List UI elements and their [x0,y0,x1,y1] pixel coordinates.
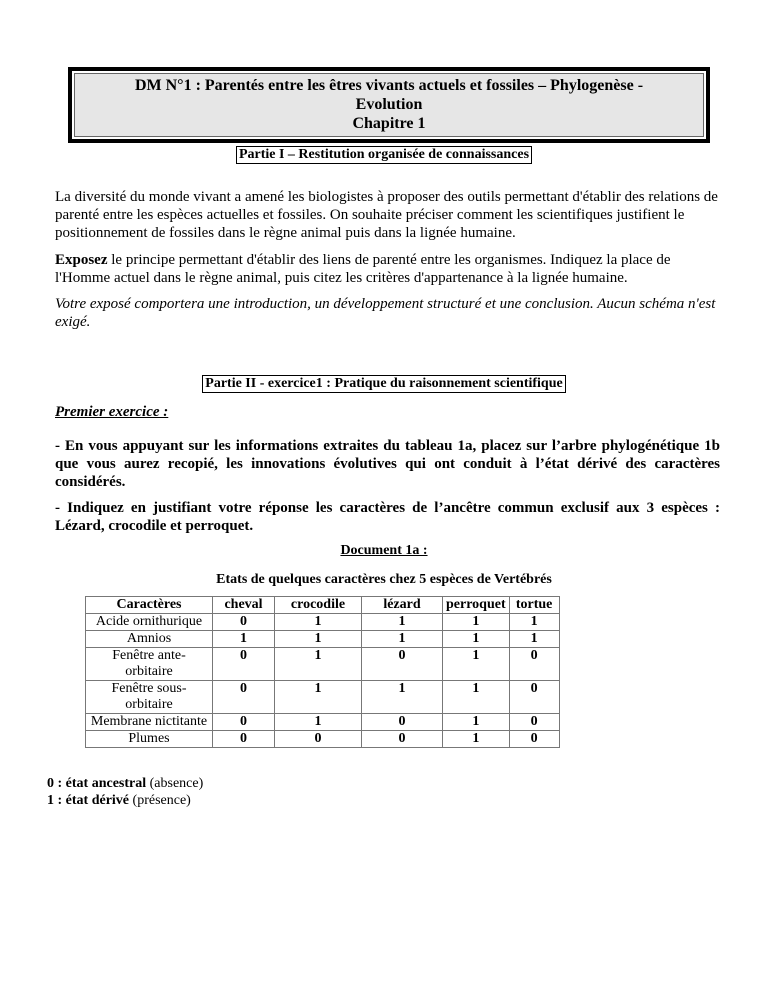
cell-value: 0 [509,731,559,748]
character-name: Membrane nictitante [86,714,213,731]
question-2: - Indiquez en justifiant votre réponse les caractères de l’ancêtre commun exclusif aux 3 espèces : Lézard, crocodile et perroquet. [55,500,720,534]
cell-value: 0 [213,714,275,731]
cell-value: 0 [213,731,275,748]
cell-value: 0 [509,681,559,714]
table-row [86,648,560,681]
cell-value: 1 [213,631,275,648]
cell-value: 1 [362,631,443,648]
task-text: le principe permettant d'établir des liens de parenté entre les organismes. Indiquez la place de l'Homme actuel dans le règne animal, puis citez les critères d'appartenance à la lignée humaine. [55,252,671,286]
cell-value: 1 [275,614,362,631]
cell-value: 1 [443,614,510,631]
table-caption: Etats de quelques caractères chez 5 espèces de Vertébrés [216,572,552,587]
table-row [86,714,560,731]
column-header: lézard [362,597,443,614]
cell-value: 1 [443,731,510,748]
table-row [86,631,560,648]
legend-item: 0 : état ancestral (absence) [47,776,204,791]
title-line: Chapitre 1 [352,115,426,132]
legend [47,775,712,809]
part1-task [55,251,720,287]
cell-value: 1 [362,614,443,631]
column-header: tortue [509,597,559,614]
part2-heading: Partie II - exercice1 : Pratique du raisonnement scientifique [202,375,565,393]
cell-value: 1 [443,648,510,681]
cell-value: 0 [509,648,559,681]
cell-value: 0 [213,614,275,631]
task-verb: Exposez [55,252,108,268]
cell-value: 1 [275,631,362,648]
part1-note: Votre exposé comportera une introduction, un développement structuré et une conclusion. Aucun schéma n'est exigé. [55,296,716,330]
cell-value: 0 [213,681,275,714]
cell-value: 1 [443,714,510,731]
column-header: Caractères [86,597,213,614]
character-name: Amnios [86,631,213,648]
cell-value: 1 [362,681,443,714]
character-name: Plumes [86,731,213,748]
document-title: Document 1a : [340,543,428,558]
title-box [68,67,710,143]
part2-subheading: Premier exercice : [55,404,169,420]
column-header: perroquet [443,597,510,614]
character-name: Acide ornithurique [86,614,213,631]
table-row [86,614,560,631]
title-line: DM N°1 : Parentés entre les êtres vivants actuels et fossiles – Phylogenèse - [134,77,644,94]
cell-value: 0 [362,714,443,731]
cell-value: 0 [275,731,362,748]
column-header: cheval [213,597,275,614]
question-1: - En vous appuyant sur les informations extraites du tableau 1a, placez sur l’arbre phylogénétique 1b que vous aurez recopié, les innovations évolutives qui ont conduit à l’état dérivé des caractères considérés. [55,438,720,490]
part1-heading: Partie I – Restitution organisée de connaissances [236,146,532,164]
column-header: crocodile [275,597,362,614]
cell-value: 1 [509,614,559,631]
title-line: Evolution [355,96,423,113]
cell-value: 0 [509,714,559,731]
cell-value: 1 [509,631,559,648]
character-name: Fenêtre ante-orbitaire [86,648,213,681]
cell-value: 0 [362,731,443,748]
cell-value: 1 [443,681,510,714]
cell-value: 1 [275,648,362,681]
cell-value: 1 [443,631,510,648]
cell-value: 1 [275,714,362,731]
table-row [86,681,560,714]
cell-value: 0 [362,648,443,681]
characters-table [85,596,560,748]
table-row [86,731,560,748]
legend-item: 1 : état dérivé (présence) [47,793,191,808]
part1-intro: La diversité du monde vivant a amené les biologistes à proposer des outils permettant d'établir des relations de parenté entre les espèces actuelles et fossiles. On souhaite préciser comment les scientifiques justifient le positionnement de fossiles dans le règne animal puis dans la lignée humaine. [55,189,718,241]
cell-value: 0 [213,648,275,681]
character-name: Fenêtre sous-orbitaire [86,681,213,714]
cell-value: 1 [275,681,362,714]
